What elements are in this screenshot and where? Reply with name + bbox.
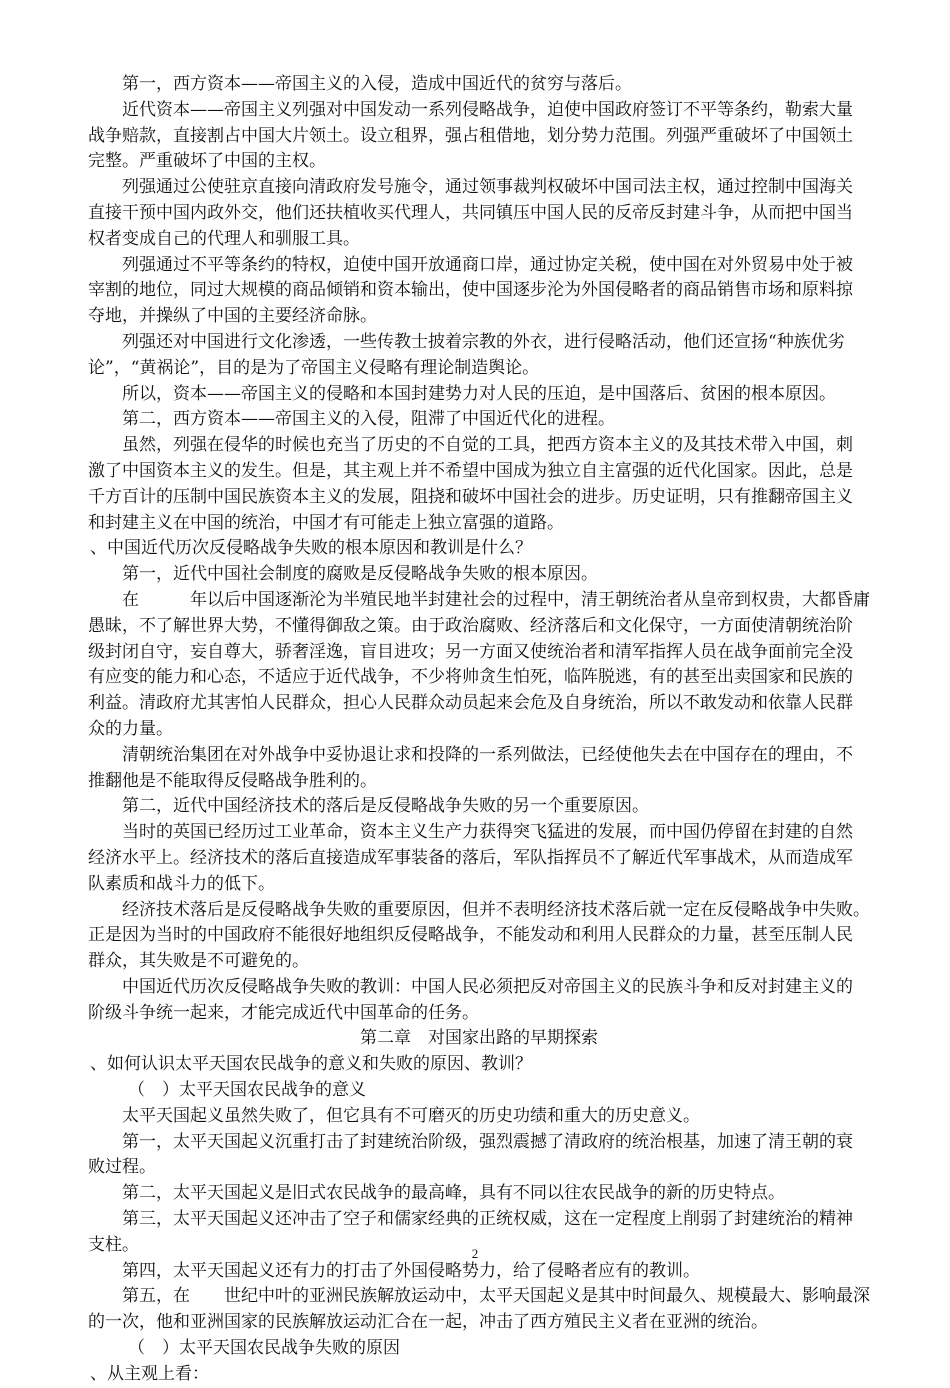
text-line: 支柱。 [88,1234,139,1255]
text-line: 败过程。 [88,1157,156,1178]
text-line: 正是因为当时的中国政府不能很好地组织反侵略战争，不能发动和利用人民群众的力量，甚至压制人民 [88,925,853,946]
text-line: 第三，太平天国起义还冲击了空子和儒家经典的正统权威，这在一定程度上削弱了封建统治的精神 [122,1209,853,1230]
text-line: 清朝统治集团在对外战争中妥协退让求和投降的一系列做法，已经使他失去在中国存在的理由，不 [122,744,853,765]
text-line: 权者变成自己的代理人和驯服工具。 [88,228,360,249]
text-line: 夺地，并操纵了中国的主要经济命脉。 [88,306,377,327]
text-line: 第五，在 世纪中叶的亚洲民族解放运动中，太平天国起义是其中时间最久、规模最大、影响最深 [122,1286,870,1307]
text-line: 第二，西方资本——帝国主义的入侵，阻滞了中国近代化的进程。 [122,409,615,430]
text-line: 激了中国资本主义的发生。但是，其主观上并不希望中国成为独立自主富强的近代化国家。因此，总是 [88,460,853,481]
text-line: 队素质和战斗力的低下。 [88,873,275,894]
text-line: 的一次，他和亚洲国家的民族解放运动汇合在一起，冲击了西方殖民主义者在亚洲的统治。 [88,1312,768,1333]
text-line: 第一，太平天国起义沉重打击了封建统治阶级，强烈震撼了清政府的统治根基，加速了清王朝的衰 [122,1131,853,1152]
text-line: 论”，“黄祸论”，目的是为了帝国主义侵略有理论制造舆论。 [88,357,540,378]
text-line: 众的力量。 [88,718,173,739]
text-line: 在 年以后中国逐渐沦为半殖民地半封建社会的过程中，清王朝统治者从皇帝到权贵，大都昏庸 [122,589,870,610]
text-line: 直接干预中国内政外交，他们还扶植收买代理人，共同镇压中国人民的反帝反封建斗争，从而把中国当 [88,202,853,223]
text-line: （ ）太平天国农民战争失败的原因 [128,1338,400,1359]
text-line: 经济水平上。经济技术的落后直接造成军事装备的落后，军队指挥员不了解近代军事战术，从而造成军 [88,847,853,868]
text-line: 愚昧，不了解世界大势，不懂得御敌之策。由于政治腐败、经济落后和文化保守，一方面使清朝统治阶 [88,615,853,636]
text-line: 级封闭自守，妄自尊大，骄奢淫逸，盲目进攻；另一方面又使统治者和清军指挥人员在战争面前完全没 [88,641,853,662]
text-line: 列强通过不平等条约的特权，迫使中国开放通商口岸，通过协定关税，使中国在对外贸易中处于被 [122,254,853,275]
text-line: 虽然，列强在侵华的时候也充当了历史的不自觉的工具，把西方资本主义的及其技术带入中国，刺 [122,435,853,456]
text-line: 利益。清政府尤其害怕人民群众，担心人民群众动员起来会危及自身统治，所以不敢发动和依靠人民群 [88,693,853,714]
text-line: 有应变的能力和心态，不适应于近代战争，不少将帅贪生怕死，临阵脱逃，有的甚至出卖国家和民族的 [88,667,853,688]
text-line: 战争赔款，直接割占中国大片领土。设立租界，强占租借地，划分势力范围。列强严重破坏了中国领土 [88,125,853,146]
text-line: 第一，西方资本——帝国主义的入侵，造成中国近代的贫穷与落后。 [122,74,632,94]
chapter-heading: 第二章 对国家出路的早期探索 [360,1028,598,1049]
text-line: 第一，近代中国社会制度的腐败是反侵略战争失败的根本原因。 [122,564,598,585]
text-line: 中国近代历次反侵略战争失败的教训：中国人民必须把反对帝国主义的民族斗争和反对封建主义的 [122,976,853,997]
text-line: 第二，近代中国经济技术的落后是反侵略战争失败的另一个重要原因。 [122,796,649,817]
question-line: 、从主观上看： [90,1363,209,1384]
text-line: 千方百计的压制中国民族资本主义的发展，阻挠和破坏中国社会的进步。历史证明，只有推翻帝国主义 [88,486,853,507]
text-line: 列强通过公使驻京直接向清政府发号施令，通过领事裁判权破坏中国司法主权，通过控制中国海关 [122,177,853,198]
text-line: 太平天国起义虽然失败了，但它具有不可磨灭的历史功绩和重大的历史意义。 [122,1105,700,1126]
text-line: 第二，太平天国起义是旧式农民战争的最高峰，具有不同以往农民战争的新的历史特点。 [122,1183,785,1204]
text-line: 群众，其失败是不可避免的。 [88,951,309,972]
document-body [88,72,870,1388]
text-line: 推翻他是不能取得反侵略战争胜利的。 [88,770,377,791]
text-line: 当时的英国已经历过工业革命，资本主义生产力获得突飞猛进的发展，而中国仍停留在封建的自然 [122,822,853,843]
text-line: 第四，太平天国起义还有力的打击了外国侵略势力，给了侵略者应有的教训。 [122,1260,700,1281]
text-line: 阶级斗争统一起来，才能完成近代中国革命的任务。 [88,1002,479,1023]
text-line: 经济技术落后是反侵略战争失败的重要原因，但并不表明经济技术落后就一定在反侵略战争中失败。 [122,899,870,920]
question-line: 、中国近代历次反侵略战争失败的根本原因和教训是什么？ [90,538,532,559]
text-line: 完整。严重破坏了中国的主权。 [88,151,326,172]
page-number: 2 [471,1246,479,1261]
text-line: 和封建主义在中国的统治，中国才有可能走上独立富强的道路。 [88,512,564,533]
text-line: 宰割的地位，同过大规模的商品倾销和资本输出，使中国逐步沦为外国侵略者的商品销售市场和原料掠 [88,280,853,301]
text-line: 所以，资本——帝国主义的侵略和本国封建势力对人民的压迫，是中国落后、贫困的根本原因。 [122,383,836,404]
question-line: 、如何认识太平天国农民战争的意义和失败的原因、教训？ [90,1054,532,1075]
text-line: （ ）太平天国农民战争的意义 [128,1080,366,1101]
text-line: 近代资本——帝国主义列强对中国发动一系列侵略战争，迫使中国政府签订不平等条约，勒索大量 [122,99,853,120]
text-line: 列强还对中国进行文化渗透，一些传教士披着宗教的外衣，进行侵略活动，他们还宣扬“种族优劣 [122,331,845,352]
